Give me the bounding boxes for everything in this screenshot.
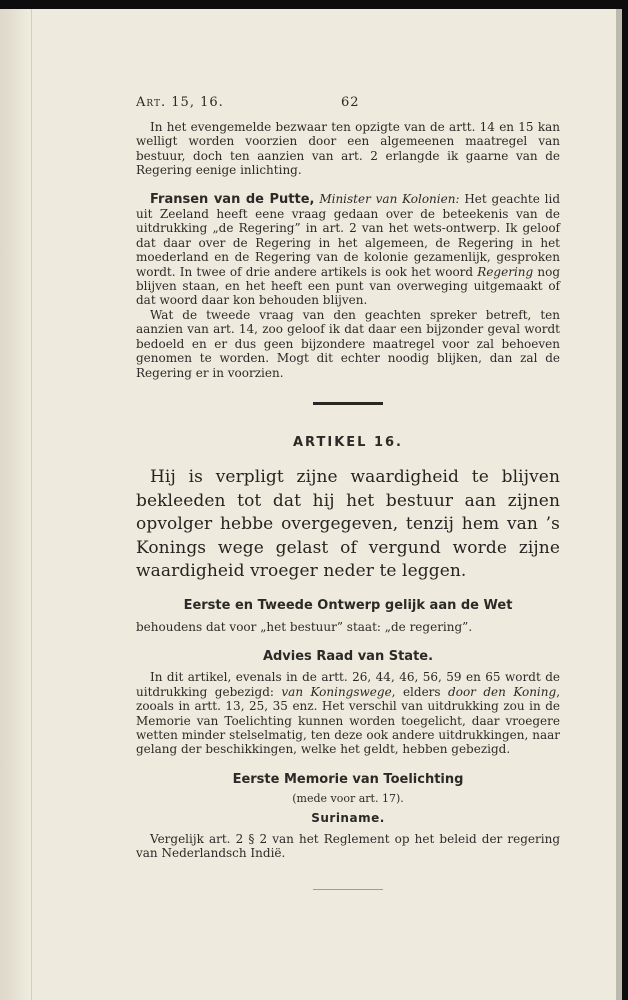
- article-heading: ARTIKEL 16.: [293, 434, 403, 450]
- article-text: Hij is verpligt zijne waardigheid te blijven bekleeden tot dat hij het bestuur aan zijnen opvolger hebbe overgegeven, tenzij hem van ’s Konings wege gelast of vergund worde zijne waardigheid vroeger neder te leggen.: [136, 466, 560, 582]
- minister-paragraph-2: Wat de tweede vraag van den geachten spreker betreft, ten aanzien van art. 14, zoo geloof ik dat daar een bijzonder geval wordt bedoeld en er dus geen bijzondere maatregel voor zal behoeven genomen te worden. Mogt dit echter noodig blijken, dan zal de Regering er in voorzien.: [136, 307, 560, 380]
- page-right-edge: [616, 9, 622, 1000]
- ontwerp-text: behoudens dat voor „het bestuur” staat: „de regering”.: [136, 619, 473, 634]
- advies-heading: Advies Raad van State.: [262, 649, 434, 665]
- memorie-note: (mede voor art. 17).: [292, 791, 404, 805]
- suriname-heading: Suriname.: [311, 810, 385, 825]
- book-page: [0, 9, 622, 1000]
- speaker-role: Minister van Kolonien:: [319, 191, 460, 206]
- page-number: 62: [341, 95, 360, 110]
- advies-text-part1: In dit artikel, evenals in de artt. 26, 44, 46, 56, 59 en 65 wordt de uitdrukking gebezigd:: [136, 670, 560, 699]
- advies-text-part3: , zooals in artt. 13, 25, 35 enz. Het verschil van uitdrukking zou in de Memorie van Toelichting kunnen worden toegelicht, daar vroegere wetten minder stelselmatig, ten deze ook andere uitdrukkingen, naar gelang der beschikkingen, welke het geldt, hebben gebezigd.: [136, 684, 561, 757]
- end-rule: [313, 889, 383, 890]
- page-content: [136, 91, 560, 890]
- binding-edge-line: [31, 9, 32, 1000]
- advies-paragraph: [136, 670, 560, 756]
- advies-emphasis-1: van Koningswege: [281, 684, 392, 699]
- running-head: [136, 91, 560, 113]
- section-divider: [313, 402, 383, 405]
- minister-text-part1: Het geachte lid uit Zeeland heeft eene vraag gedaan over de beteekenis van de uitdrukking „de Regering” in art. 2 van het wets-ontwerp. Ik geloof dat daar over de Regering in het algemeen, de Regering in het moederland en de Regering van de kolonie gezamenlijk, gesproken wordt. In twee of drie andere artikels is ook het woord: [136, 191, 561, 279]
- ontwerp-heading: Eerste en Tweede Ontwerp gelijk aan de Wet: [183, 597, 513, 613]
- intro-paragraph: In het evengemelde bezwaar ten opzigte van de artt. 14 en 15 kan welligt worden voorzien door een algemeenen maatregel van bestuur, doch ten aanzien van art. 2 erlangde ik gaarne van de Regering eenige inlichting.: [136, 120, 560, 178]
- page-binding-shadow: [0, 9, 28, 1000]
- speaker-name: Fransen van de Putte,: [150, 191, 315, 207]
- minister-text-emphasis: Regering: [477, 264, 534, 279]
- memorie-text: Vergelijk art. 2 § 2 van het Reglement op het beleid der regering van Nederlandsch Indië.: [136, 831, 560, 861]
- advies-emphasis-2: door den Koning: [448, 684, 557, 699]
- advies-text-part2: , elders: [391, 684, 449, 699]
- minister-text-part2: nog blijven staan, en het heeft een punt van overweging uitgemaakt of dat woord daar kon behouden blijven.: [136, 264, 561, 308]
- running-head-article-ref: Art. 15, 16.: [136, 95, 224, 110]
- memorie-heading: Eerste Memorie van Toelichting: [232, 771, 464, 787]
- minister-paragraph-1: [136, 192, 560, 308]
